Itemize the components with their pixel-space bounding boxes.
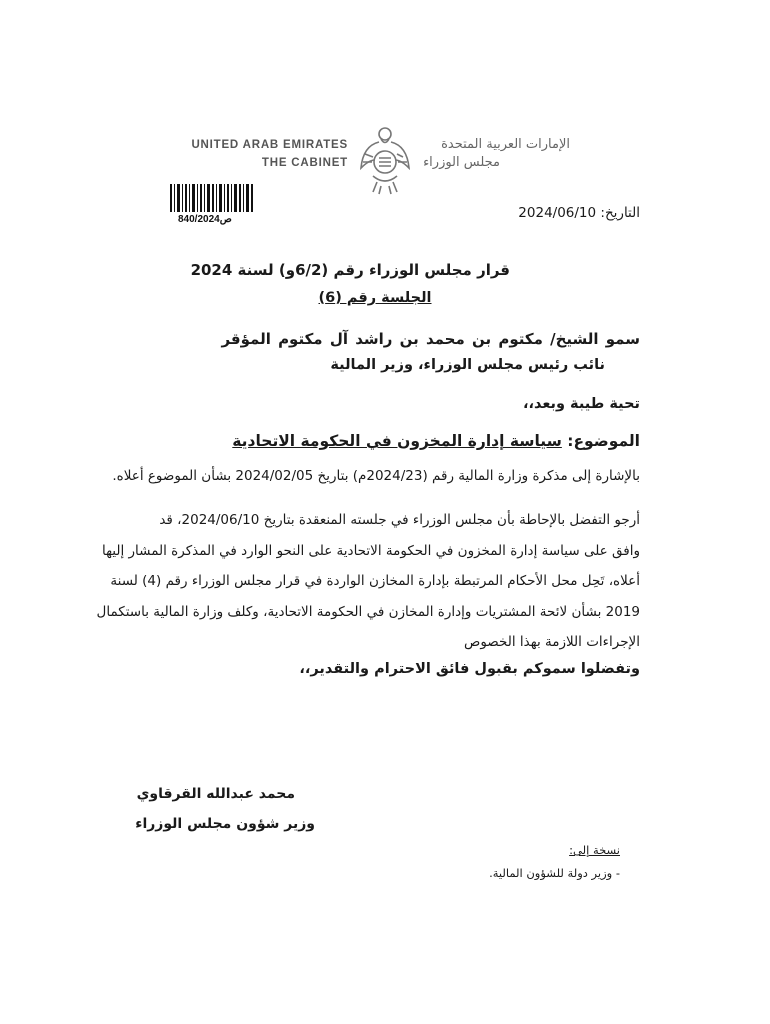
barcode bbox=[170, 184, 254, 226]
letterhead-english-line2: THE CABINET bbox=[261, 157, 348, 169]
barcode-bars bbox=[170, 184, 254, 214]
signatory-title: وزير شؤون مجلس الوزراء bbox=[135, 816, 315, 832]
cc-label: نسخة إلى: bbox=[569, 843, 620, 857]
paragraph-line: 2019 بشأن لائحة المشتريات وإدارة المخازن في الحكومة الاتحادية، وكلف وزارة المالية باستكمال bbox=[96, 603, 640, 620]
reference-paragraph: بالإشارة إلى مذكرة وزارة المالية رقم (2024/23م) بتاريخ 2024/02/05 بشأن الموضوع أعلاه. bbox=[112, 468, 640, 484]
subject-line bbox=[232, 432, 640, 450]
decision-paragraph bbox=[96, 505, 640, 658]
paragraph-line: وافق على سياسة إدارة المخزون في الحكومة الاتحادية على النحو الوارد في المذكرة المشار إليها bbox=[101, 542, 640, 559]
decision-title: قرار مجلس الوزراء رقم (6/2و) لسنة 2024 bbox=[190, 261, 510, 279]
subject-label: الموضوع: bbox=[567, 432, 640, 450]
closing-line: وتفضلوا سموكم بقبول فائق الاحترام والتقدير،، bbox=[299, 661, 640, 677]
greeting: تحية طيبة وبعد،، bbox=[522, 396, 640, 412]
cc-item: - وزير دولة للشؤون المالية. bbox=[489, 866, 620, 880]
barcode-number: 840/2024ص bbox=[178, 214, 232, 225]
uae-falcon-emblem-icon bbox=[357, 124, 413, 196]
letterhead-arabic-line1: الإمارات العربية المتحدة bbox=[441, 137, 570, 152]
subject-text: سياسة إدارة المخزون في الحكومة الاتحادية bbox=[232, 432, 562, 450]
letterhead-arabic-line2: مجلس الوزراء bbox=[423, 155, 500, 170]
signatory-name: محمد عبدالله القرقاوي bbox=[136, 786, 295, 802]
date-label: التاريخ: bbox=[600, 205, 640, 221]
letterhead-english-line1: UNITED ARAB EMIRATES bbox=[191, 139, 348, 151]
paragraph-line: أرجو التفضل بالإحاطة بأن مجلس الوزراء في جلسته المنعقدة بتاريخ 2024/06/10، قد bbox=[159, 512, 640, 528]
session-number: الجلسة رقم (6) bbox=[318, 290, 432, 306]
addressee-name: سمو الشيخ/ مكتوم بن محمد بن راشد آل مكتوم المؤقر bbox=[221, 330, 640, 348]
paragraph-line: الإجراءات اللازمة بهذا الخصوص bbox=[464, 634, 640, 650]
addressee-title: نائب رئيس مجلس الوزراء، وزير المالية bbox=[330, 357, 605, 373]
paragraph-line: أعلاه، تَحِل محل الأحكام المرتبطة بإدارة المخازن الواردة في قرار مجلس الوزراء رقم (4) لسنة bbox=[110, 573, 640, 589]
date-value: 2024/06/10 bbox=[518, 205, 597, 221]
date-line bbox=[518, 205, 640, 221]
